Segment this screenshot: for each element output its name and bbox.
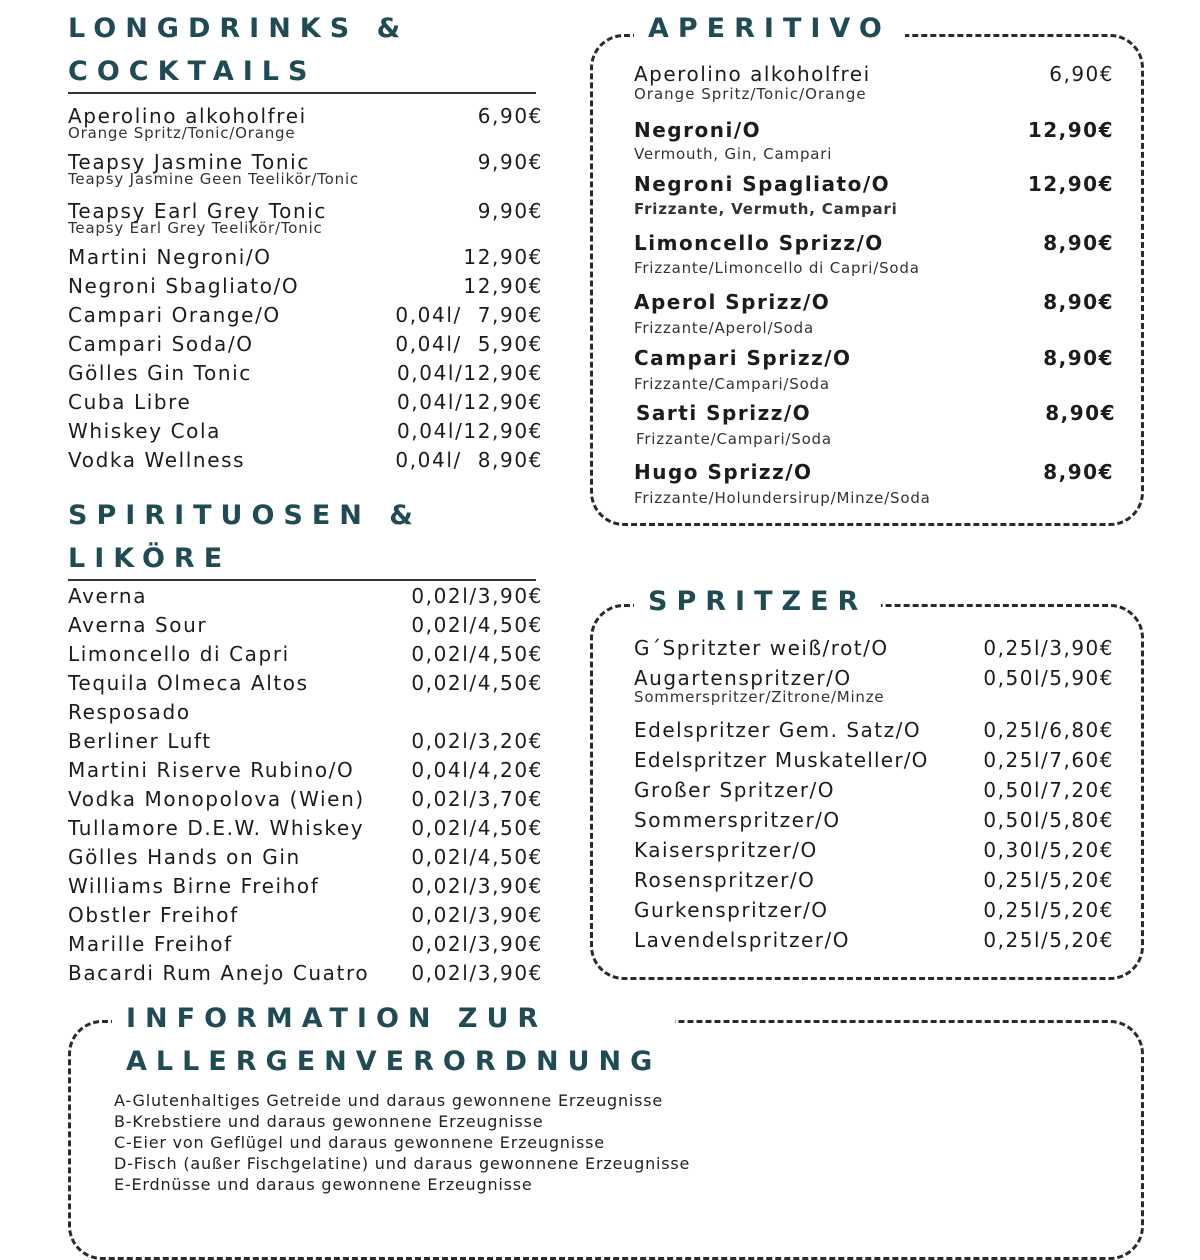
spritzer-list xyxy=(634,633,1114,955)
item-name: Resposado xyxy=(68,700,191,724)
menu-item xyxy=(634,116,1114,166)
item-price: 0,25l/3,90€ xyxy=(983,636,1114,660)
item-price: 12,90€ xyxy=(463,245,543,269)
item-description: Frizzante, Vermuth, Campari xyxy=(634,200,898,218)
menu-item xyxy=(634,663,1114,715)
item-price: 0,04l/12,90€ xyxy=(396,361,543,385)
item-price: 0,02l/4,50€ xyxy=(411,845,543,869)
menu-item xyxy=(634,715,1114,745)
item-name: Aperol Sprizz/O xyxy=(634,290,831,314)
item-description: Frizzante/Campari/Soda xyxy=(636,430,832,448)
item-price: 0,04l/ 5,90€ xyxy=(395,332,543,356)
menu-item xyxy=(634,633,1114,663)
item-name: Vodka Wellness xyxy=(68,448,246,472)
menu-item xyxy=(634,745,1114,775)
allergen-heading-line2: ALLERGENVERORDNUNG xyxy=(126,1046,662,1077)
menu-item xyxy=(68,669,543,698)
item-price: 0,02l/3,90€ xyxy=(411,961,543,985)
menu-item xyxy=(68,446,543,475)
item-description: Teapsy Earl Grey Teelikör/Tonic xyxy=(68,219,323,237)
item-price: 0,02l/3,90€ xyxy=(411,903,543,927)
item-price: 0,02l/3,90€ xyxy=(411,584,543,608)
item-name: Obstler Freihof xyxy=(68,903,239,927)
item-name: Lavendelspritzer/O xyxy=(634,928,851,952)
item-price: 9,90€ xyxy=(477,150,543,174)
menu-item xyxy=(68,727,543,756)
item-name: Vodka Monopolova (Wien) xyxy=(68,787,365,811)
spirits-heading-line1: SPIRITUOSEN & xyxy=(68,500,422,531)
item-price: 0,04l/12,90€ xyxy=(396,390,543,414)
menu-item xyxy=(634,60,1114,106)
item-description: Frizzante/Campari/Soda xyxy=(634,375,830,393)
item-name: Negroni/O xyxy=(634,118,762,142)
item-name: Aperolino alkoholfrei xyxy=(68,104,307,128)
menu-item xyxy=(68,417,543,446)
item-description: Teapsy Jasmine Geen Teelikör/Tonic xyxy=(68,170,359,188)
spirits-heading-line2: LIKÖRE xyxy=(68,543,232,574)
item-name: Tequila Olmeca Altos xyxy=(68,671,309,695)
item-name: Averna Sour xyxy=(68,613,208,637)
item-name: Hugo Sprizz/O xyxy=(634,460,813,484)
item-price: 8,90€ xyxy=(1043,290,1114,314)
item-price: 0,02l/4,50€ xyxy=(411,642,543,666)
menu-item xyxy=(68,148,543,197)
spirits-heading xyxy=(68,494,422,580)
longdrinks-divider xyxy=(68,92,536,94)
item-description: Vermouth, Gin, Campari xyxy=(634,145,833,163)
item-name: Limoncello di Capri xyxy=(68,642,290,666)
item-description: Frizzante/Aperol/Soda xyxy=(634,319,814,337)
item-name: Williams Birne Freihof xyxy=(68,874,320,898)
item-name: Cuba Libre xyxy=(68,390,192,414)
menu-item xyxy=(634,288,1114,338)
menu-item xyxy=(634,458,1114,508)
menu-item xyxy=(68,756,543,785)
longdrinks-heading-line2: COCKTAILS xyxy=(68,56,317,87)
menu-item xyxy=(68,359,543,388)
item-name: Edelspritzer Muskateller/O xyxy=(634,748,929,772)
item-price: 6,90€ xyxy=(1049,62,1114,86)
item-price: 0,02l/4,50€ xyxy=(411,613,543,637)
item-name: Sommerspritzer/O xyxy=(634,808,841,832)
item-description: Sommerspritzer/Zitrone/Minze xyxy=(634,688,885,706)
item-price: 6,90€ xyxy=(477,104,543,128)
menu-item xyxy=(68,959,543,988)
spirits-divider xyxy=(68,579,536,581)
item-price: 0,02l/3,20€ xyxy=(411,729,543,753)
aperitivo-box xyxy=(590,34,1144,526)
item-price: 0,25l/7,60€ xyxy=(983,748,1114,772)
menu-item xyxy=(634,805,1114,835)
item-price: 0,04l/ 7,90€ xyxy=(395,303,543,327)
item-price: 0,30l/5,20€ xyxy=(983,838,1114,862)
menu-item xyxy=(68,843,543,872)
item-name: G´Spritzter weiß/rot/O xyxy=(634,636,889,660)
item-name: Sarti Sprizz/O xyxy=(636,401,812,425)
menu-item xyxy=(68,272,543,301)
item-price: 0,04l/4,20€ xyxy=(411,758,543,782)
menu-item xyxy=(634,229,1114,279)
menu-item xyxy=(634,925,1114,955)
item-price: 8,90€ xyxy=(1043,346,1114,370)
allergen-item: D-Fisch (außer Fischgelatine) und daraus gewonnene Erzeugnisse xyxy=(114,1154,691,1173)
item-name: Teapsy Jasmine Tonic xyxy=(68,150,310,174)
item-price: 8,90€ xyxy=(1045,401,1116,425)
item-name: Bacardi Rum Anejo Cuatro xyxy=(68,961,370,985)
spritzer-heading: SPRITZER xyxy=(634,580,881,623)
item-price: 0,25l/5,20€ xyxy=(983,868,1114,892)
item-description: Orange Spritz/Tonic/Orange xyxy=(634,85,867,103)
item-name: Campari Soda/O xyxy=(68,332,254,356)
item-name: Edelspritzer Gem. Satz/O xyxy=(634,718,922,742)
allergen-item: E-Erdnüsse und daraus gewonnene Erzeugnisse xyxy=(114,1175,533,1194)
menu-item xyxy=(634,170,1114,220)
item-price: 12,90€ xyxy=(463,274,543,298)
item-name: Martini Negroni/O xyxy=(68,245,272,269)
item-price: 0,50l/7,20€ xyxy=(983,778,1114,802)
item-price: 0,50l/5,80€ xyxy=(983,808,1114,832)
item-price: 0,04l/ 8,90€ xyxy=(395,448,543,472)
menu-item xyxy=(634,895,1114,925)
menu-item xyxy=(68,197,543,243)
item-name: Campari Sprizz/O xyxy=(634,346,852,370)
item-price: 0,25l/5,20€ xyxy=(983,898,1114,922)
menu-item xyxy=(68,582,543,611)
item-price: 0,02l/3,90€ xyxy=(411,932,543,956)
menu-item xyxy=(636,399,1116,449)
menu-item xyxy=(634,344,1114,394)
allergen-heading-line1: INFORMATION ZUR xyxy=(126,1003,548,1034)
item-name: Augartenspritzer/O xyxy=(634,666,852,690)
allergen-item: A-Glutenhaltiges Getreide und daraus gewonnene Erzeugnisse xyxy=(114,1091,664,1110)
longdrinks-heading xyxy=(68,7,409,93)
item-name: Aperolino alkoholfrei xyxy=(634,62,871,86)
menu-item xyxy=(68,611,543,640)
item-name: Negroni Spagliato/O xyxy=(634,172,891,196)
menu-item xyxy=(68,330,543,359)
item-price: 8,90€ xyxy=(1043,460,1114,484)
item-price: 8,90€ xyxy=(1043,231,1114,255)
item-name: Rosenspritzer/O xyxy=(634,868,816,892)
menu-item xyxy=(68,388,543,417)
item-name: Limoncello Sprizz/O xyxy=(634,231,884,255)
menu-item xyxy=(68,640,543,669)
item-name: Tullamore D.E.W. Whiskey xyxy=(68,816,365,840)
menu-item xyxy=(634,775,1114,805)
item-price: 9,90€ xyxy=(477,199,543,223)
item-name: Whiskey Cola xyxy=(68,419,222,443)
menu-item xyxy=(68,785,543,814)
item-name: Großer Spritzer/O xyxy=(634,778,836,802)
item-name: Kaiserspritzer/O xyxy=(634,838,818,862)
aperitivo-heading: APERITIVO xyxy=(634,7,905,50)
menu-item xyxy=(68,243,543,272)
item-name: Negroni Sbagliato/O xyxy=(68,274,300,298)
item-name: Gurkenspritzer/O xyxy=(634,898,829,922)
menu-item xyxy=(68,102,543,148)
item-price: 0,02l/3,90€ xyxy=(411,874,543,898)
item-price: 0,02l/4,50€ xyxy=(411,671,543,695)
item-price: 0,25l/5,20€ xyxy=(983,928,1114,952)
item-name: Campari Orange/O xyxy=(68,303,281,327)
item-price: 0,02l/3,70€ xyxy=(411,787,543,811)
longdrinks-heading-line1: LONGDRINKS & xyxy=(68,13,410,44)
menu-item xyxy=(634,835,1114,865)
menu-item xyxy=(68,814,543,843)
menu-item xyxy=(634,865,1114,895)
item-price: 12,90€ xyxy=(1027,118,1114,142)
menu-item xyxy=(68,901,543,930)
menu-item xyxy=(68,301,543,330)
spirits-list xyxy=(68,582,543,988)
allergen-item: C-Eier von Geflügel und daraus gewonnene Erzeugnisse xyxy=(114,1133,605,1152)
item-price: 0,25l/6,80€ xyxy=(983,718,1114,742)
item-name: Martini Riserve Rubino/O xyxy=(68,758,355,782)
item-name: Averna xyxy=(68,584,148,608)
item-price: 0,50l/5,90€ xyxy=(983,666,1114,690)
item-description: Frizzante/Holundersirup/Minze/Soda xyxy=(634,489,931,507)
allergen-heading xyxy=(112,997,675,1083)
item-name: Berliner Luft xyxy=(68,729,212,753)
item-price: 0,04l/12,90€ xyxy=(396,419,543,443)
item-price: 0,02l/4,50€ xyxy=(411,816,543,840)
menu-item xyxy=(68,930,543,959)
item-description: Frizzante/Limoncello di Capri/Soda xyxy=(634,259,920,277)
allergen-item: B-Krebstiere und daraus gewonnene Erzeugnisse xyxy=(114,1112,544,1131)
longdrinks-list xyxy=(68,102,543,475)
item-name: Teapsy Earl Grey Tonic xyxy=(68,199,327,223)
menu-item xyxy=(68,872,543,901)
item-name: Gölles Gin Tonic xyxy=(68,361,252,385)
item-name: Marille Freihof xyxy=(68,932,233,956)
item-price: 12,90€ xyxy=(1027,172,1114,196)
menu-item xyxy=(68,698,543,727)
item-name: Gölles Hands on Gin xyxy=(68,845,301,869)
allergen-list xyxy=(114,1090,690,1195)
item-description: Orange Spritz/Tonic/Orange xyxy=(68,124,296,142)
